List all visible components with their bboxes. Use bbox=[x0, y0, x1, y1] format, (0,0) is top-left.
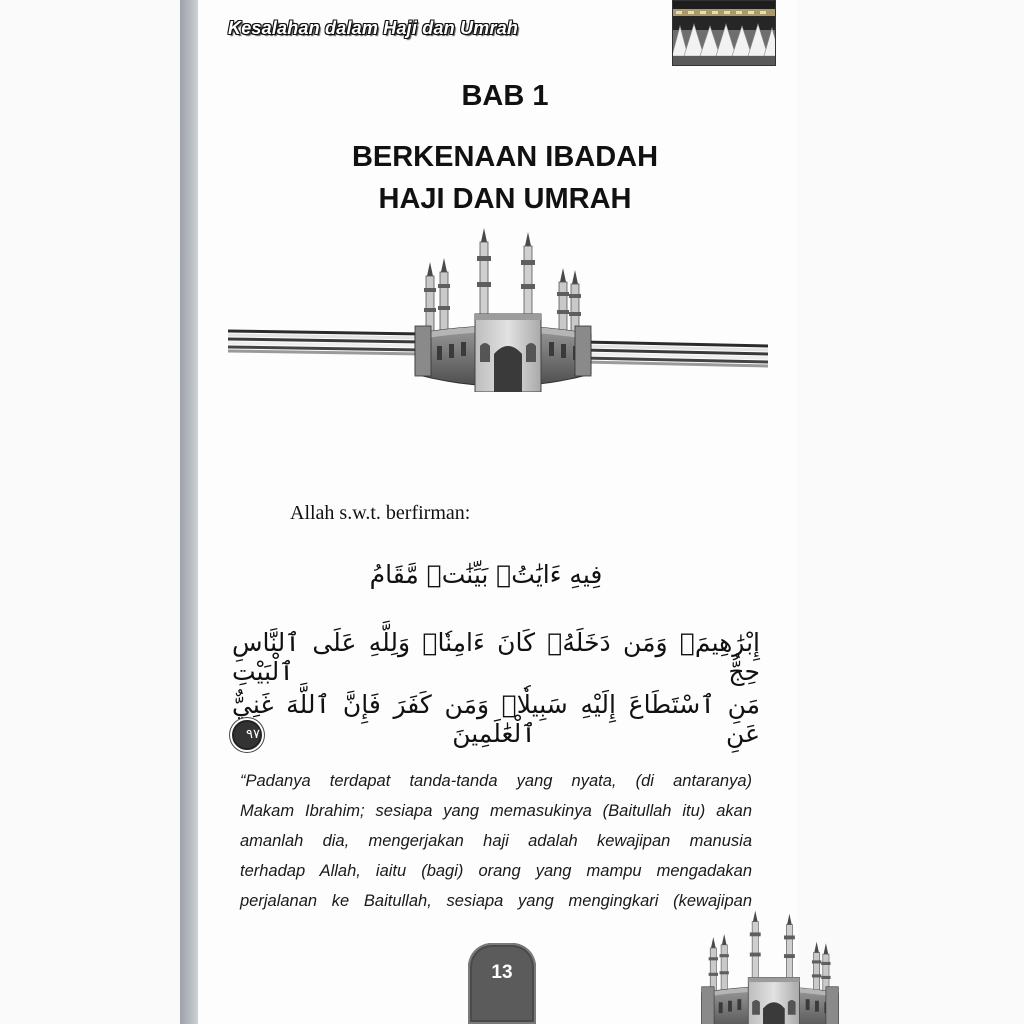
kaaba-photo bbox=[672, 0, 776, 66]
verse-line-1: فِيهِ ءَايَٰتُۢ بَيِّنَٰتٞ مَّقَامُ bbox=[369, 560, 603, 589]
translation-line: “Padanya terdapat tanda-tanda yang nyata, (di antaranya) bbox=[240, 772, 752, 790]
chapter-title bbox=[230, 136, 780, 220]
translation-line: Makam Ibrahim; sesiapa yang memasukinya (Baitullah itu) akan bbox=[240, 802, 752, 820]
chapter-title-line-1: BERKENAAN IBADAH bbox=[351, 141, 659, 173]
translation-line: amanlah dia, mengerjakan haji adalah kewajipan manusia bbox=[240, 832, 752, 850]
chapter-label: BAB 1 bbox=[461, 80, 549, 112]
mosque-illustration bbox=[700, 906, 840, 1024]
page-number: 13 bbox=[491, 962, 513, 983]
mosque-illustration bbox=[413, 222, 593, 392]
verse-line-3-text: مَنِ ٱسْتَطَاعَ إِلَيْهِ سَبِيلٗاۚ وَمَن كَفَرَ فَإِنَّ ٱللَّهَ غَنِيٌّ عَنِ ٱلْعَٰلَمِينَ bbox=[232, 690, 761, 748]
translation-line: terhadap Allah, iaitu (bagi) orang yang mampu mengadakan bbox=[240, 862, 752, 880]
running-header: Kesalahan dalam Haji dan Umrah bbox=[228, 18, 519, 38]
verse-number-ornament: ٩٧ bbox=[232, 720, 262, 750]
page-number-tab bbox=[468, 943, 536, 1024]
verse-translation bbox=[240, 766, 752, 916]
verse-line-2: إِبْرَٰهِيمَۖ وَمَن دَخَلَهُۥ كَانَ ءَامِنٗاۗ وَلِلَّهِ عَلَى ٱلنَّاسِ حِجُّ ٱلْبَيْتِ bbox=[232, 628, 760, 686]
chapter-title-line-2: HAJI DAN UMRAH bbox=[378, 183, 632, 215]
intro-text: Allah s.w.t. berfirman: bbox=[290, 502, 471, 524]
book-spine-edge bbox=[180, 0, 198, 1024]
verse-line-3 bbox=[232, 690, 760, 750]
corner-mosque-illustration bbox=[700, 906, 840, 1024]
translation-line: perjalanan ke Baitullah, sesiapa yang mengingkari (kewajipan bbox=[240, 892, 752, 910]
